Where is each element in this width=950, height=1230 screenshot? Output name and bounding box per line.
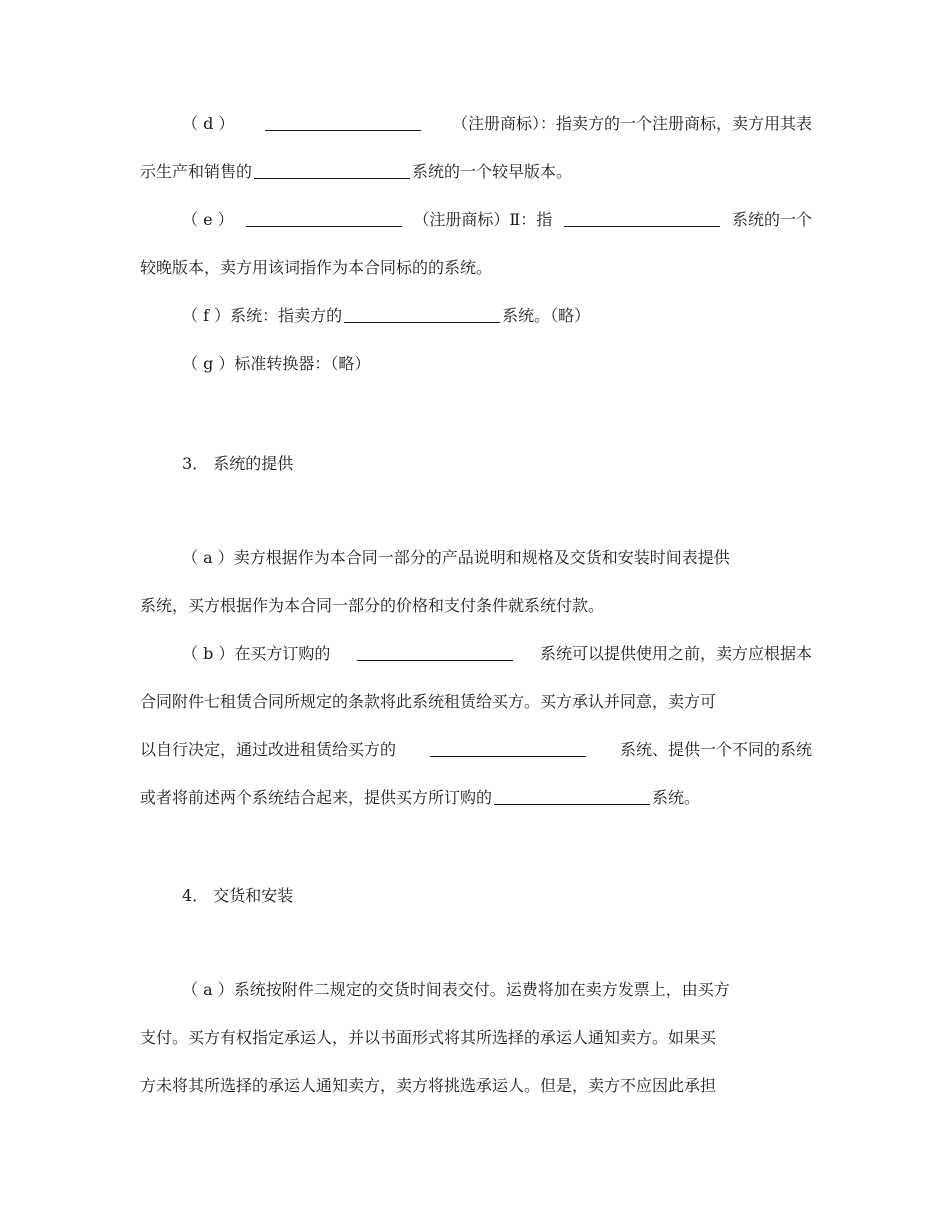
clause-3a-text: 系统，买方根据作为本合同一部分的价格和支付条件就系统付款。 xyxy=(140,596,605,615)
clause-4a-text: 支付。买方有权指定承运人，并以书面形式将其所选择的承运人通知卖方。如果买 xyxy=(140,1028,717,1047)
clause-3b-text: 系统。 xyxy=(652,788,701,807)
clause-4a-text: （ a ）系统按附件二规定的交货时间表交付。运费将加在卖方发票上，由买方 xyxy=(182,980,730,999)
clause-e-line-1 xyxy=(182,208,812,232)
blank-line xyxy=(265,112,421,131)
clause-3b-text: （ b ）在买方订购的 xyxy=(182,644,331,663)
clause-f-text: （ f ）系统：指卖方的 xyxy=(182,306,343,325)
clause-d-text: 示生产和销售的 xyxy=(140,162,253,181)
clause-3b-text: 系统、提供一个不同的系统 xyxy=(619,740,812,759)
clause-f-text: 系统。（略） xyxy=(502,306,591,325)
blank-line xyxy=(494,786,650,805)
clause-4a-line-2 xyxy=(140,1026,812,1050)
clause-3b-line-2 xyxy=(140,690,812,714)
clause-d-label: （ d ） xyxy=(182,114,235,133)
blank-line xyxy=(357,642,513,661)
blank-line xyxy=(246,208,402,227)
clause-e-text: 系统的一个 xyxy=(731,210,812,229)
clause-3b-text: 或者将前述两个系统结合起来，提供买方所订购的 xyxy=(140,788,493,807)
clause-e-text: （注册商标）Ⅱ：指 xyxy=(413,210,553,229)
clause-d-line-1 xyxy=(182,112,812,136)
clause-3b-line-3 xyxy=(140,738,812,762)
blank-line xyxy=(430,738,586,757)
clause-d-text: 系统的一个较早版本。 xyxy=(412,162,573,181)
blank-line xyxy=(254,160,410,179)
clause-3b-line-1 xyxy=(182,642,812,666)
blank-line xyxy=(344,304,500,323)
section-4-heading: 4． 交货和安装 xyxy=(182,886,294,905)
clause-4a-text: 方未将其所选择的承运人通知卖方，卖方将挑选承运人。但是，卖方不应因此承担 xyxy=(140,1076,717,1095)
clause-g xyxy=(182,352,812,376)
clause-3b-text: 合同附件七租赁合同所规定的条款将此系统租赁给买方。买方承认并同意，卖方可 xyxy=(140,692,717,711)
clause-d-line-2 xyxy=(140,160,812,184)
clause-3b-text: 系统可以提供使用之前，卖方应根据本 xyxy=(539,644,812,663)
clause-d-text: （注册商标）：指卖方的一个注册商标，卖方用其表 xyxy=(451,114,812,133)
clause-3a-line-1 xyxy=(182,546,812,570)
clause-4a-line-1 xyxy=(182,978,812,1002)
clause-e-text: 较晚版本，卖方用该词指作为本合同标的的系统。 xyxy=(140,258,493,277)
clause-3b-line-4 xyxy=(140,786,812,810)
clause-3a-line-2 xyxy=(140,594,812,618)
section-3-heading: 3． 系统的提供 xyxy=(182,454,294,473)
clause-g-text: （ g ）标准转换器：（略） xyxy=(182,354,371,373)
clause-f xyxy=(182,304,812,328)
clause-3b-text: 以自行决定，通过改进租赁给买方的 xyxy=(140,740,397,759)
clause-e-label: （ e ） xyxy=(182,210,234,229)
blank-line xyxy=(564,208,720,227)
clause-4a-line-3 xyxy=(140,1074,812,1098)
clause-3a-text: （ a ）卖方根据作为本合同一部分的产品说明和规格及交货和安装时间表提供 xyxy=(182,548,730,567)
clause-e-line-2 xyxy=(140,256,812,280)
